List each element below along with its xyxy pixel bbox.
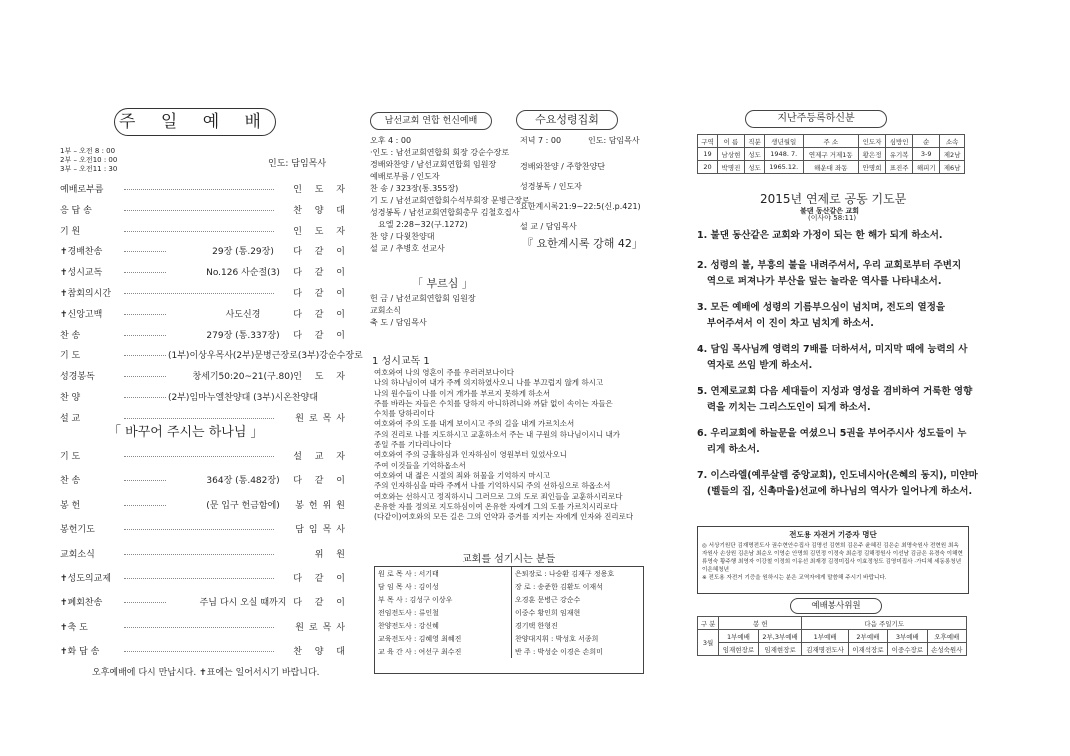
staff-row	[375, 606, 617, 619]
order-person: 담임목사	[295, 525, 350, 536]
program-line: ·인도 : 남선교회연합회 회장 강순수장로	[370, 148, 510, 157]
wednesday-time: 저녁 7 : 00	[520, 136, 562, 145]
staff-cell: 찬양전도사 : 강신혜	[375, 619, 512, 632]
wednesday-sermon: 『 요한계시록 강해 42」	[522, 237, 643, 250]
reg-header-cell: 생년월일	[764, 135, 803, 148]
reg-cell: 유기복	[886, 148, 913, 161]
order-item: 279장 (통.337장)	[206, 330, 280, 341]
order-row	[60, 473, 350, 487]
mens-mission-program-2	[370, 293, 476, 329]
program-line: 교회소식	[370, 306, 401, 315]
reg-cell: 19	[698, 148, 718, 161]
dots	[124, 651, 274, 652]
order-person: 다 같 이	[293, 289, 350, 299]
order-row	[60, 620, 350, 634]
reg-cell: 1965.12.	[764, 161, 803, 174]
order-person: 다 같 이	[293, 330, 350, 341]
dots	[124, 293, 274, 294]
prayer-list	[697, 228, 978, 510]
reg-header-cell: 직분	[745, 135, 765, 148]
sermon-title: 「 바꾸어 주시는 하나님 」	[108, 425, 264, 440]
donor-note: ※ 전도용 자전거 기증을 원하시는 분은 교역자에게 말씀해 주시기 바랍니다.	[702, 575, 887, 581]
order-person: 다 같 이	[293, 309, 350, 320]
order-label: 기 원	[60, 226, 81, 237]
dots	[124, 505, 166, 506]
program-line: 오후 4 : 00	[370, 136, 412, 145]
order-row	[60, 244, 350, 258]
wed-line: 요한계시록21:9~22:5(신.p.421)	[520, 202, 641, 211]
order-label: ✝성시교독	[60, 268, 103, 279]
reg-header-cell: 인도자	[859, 135, 886, 148]
order-item: 창세기50:20~21(구.80)	[192, 372, 294, 383]
reg-cell: 제2남	[940, 148, 965, 161]
dots	[124, 231, 274, 232]
order-person: 다 같 이	[293, 574, 350, 584]
order-label: 교회소식	[60, 549, 95, 560]
responsive-reading	[374, 368, 633, 522]
prayer-item: 2. 성령의 불, 부흥의 불을 내려주셔서, 우리 교회로부터 주변지 역으로 퍼져나가 부산을 덮는 놀라운 역사를 나타내소서.	[697, 260, 962, 287]
wed-line: 설 교 / 담임목사	[520, 222, 577, 231]
order-person: 위 원	[314, 549, 350, 560]
duty-sub: 2부예배	[848, 630, 887, 643]
duty-sub: 오후예배	[927, 630, 966, 643]
reading-line: 나의 하나님이여 내가 주께 의지하였사오니 나를 부끄럽지 않게 하시고	[374, 378, 604, 388]
reg-cell: 황은정	[859, 148, 886, 161]
reg-header-cell: 순	[913, 135, 940, 148]
prayer-item: 6. 우리교회에 하늘문을 여셨으니 5권을 부어주시사 성도들이 누 리게 하소서.	[697, 428, 967, 455]
prayer-item: 5. 연제로교회 다음 세대들이 지성과 영성을 겸비하여 거룩한 영향 력을 끼치는 그리스도인이 되게 하소서.	[697, 386, 973, 413]
order-row	[60, 390, 350, 404]
service-time-1: 1부 – 오전 8 : 00	[60, 147, 116, 155]
order-label: 기 도	[60, 351, 81, 362]
order-label: 성경봉독	[60, 372, 95, 383]
staff-row	[375, 567, 617, 580]
reg-header-cell: 구역	[698, 135, 718, 148]
mens-mission-program	[370, 135, 530, 255]
staff-cell: 원 로 목 사 : 서기태	[375, 567, 512, 580]
duty-sub: 1부예배	[719, 630, 758, 643]
reg-cell: 20	[698, 161, 718, 174]
prayer-item: 3. 모든 예배에 성령의 기름부으심이 넘치며, 전도의 열정을 부어주셔서 이 진이 차고 넘치게 하소서.	[697, 302, 946, 329]
order-row	[60, 307, 350, 321]
duty-col-head: 봉 헌	[719, 617, 802, 630]
order-label: ✝신앙고백	[60, 309, 103, 320]
duty-val: 김재명전도사	[802, 643, 848, 656]
reading-line: 주를 바라는 자들은 수치를 당하지 아니하려니와 까닭 없이 속이는 자들은	[374, 398, 613, 408]
donor-box	[697, 526, 969, 594]
reg-cell: 연제구 거제1동	[803, 148, 859, 161]
dots	[124, 418, 274, 419]
order-item: No.126 사순절(3)	[206, 268, 280, 279]
staff-cell: 반 주 : 박성순 이경은 손희미	[515, 647, 603, 656]
order-label: ✝경배찬송	[60, 247, 103, 258]
order-person: 찬 양 대	[293, 647, 350, 658]
order-label: 설 교	[60, 413, 81, 424]
order-item: 29장 (통.29장)	[212, 247, 274, 258]
new-members-title: 지난주등록하신분	[745, 110, 887, 128]
footer-note: 오후예배에 다시 만납시다. ✝표에는 일어서시기 바랍니다.	[92, 668, 320, 678]
duty-val: 이중수장로	[888, 643, 927, 656]
staff-row	[375, 645, 617, 658]
program-line: 성경봉독 / 남선교회연합회총무 김철호집사	[370, 208, 520, 217]
reg-cell: 성도	[745, 148, 765, 161]
order-label: ✝성도의교제	[60, 574, 112, 584]
order-row	[60, 595, 350, 609]
prayer-item: 7. 이스라엘(예루살렘 중앙교회), 인도네시아(은혜의 동지), 미얀마 (벨들의 집, 신촉마을)선교에 하나님의 역사가 일어나게 하소서.	[697, 470, 978, 497]
reading-line: 수치를 당하리이다	[374, 409, 435, 419]
order-label: 기 도	[60, 452, 81, 462]
program-line: 기 도 / 남선교회연합회수석부회장 문병근장로	[370, 196, 530, 205]
duty-val: 임재현장로	[758, 643, 802, 656]
staff-cell: 장 로 : 송준한 김환도 이재석	[515, 582, 603, 591]
reg-header-cell: 주 소	[803, 135, 859, 148]
order-item: 주님 다시 오실 때까지	[199, 598, 287, 609]
prayer-item: 4. 담임 목사님께 영력의 7배를 더하셔서, 미지막 때에 능력의 사 역자로 쓰임 받게 하소서.	[697, 344, 968, 371]
prayer-item: 1. 불댄 동산같은 교회와 가정이 되는 한 해가 되게 하소서.	[697, 230, 943, 241]
duty-col-head: 다음 주일기도	[802, 617, 967, 630]
reg-row	[698, 148, 965, 161]
staff-cell: 교육전도사 : 김혜영 최혜진	[375, 632, 512, 645]
order-label: 봉 헌	[60, 500, 81, 511]
duty-table	[697, 616, 967, 656]
dots	[124, 335, 166, 336]
reading-line: (다같이)여호와의 모든 길은 그의 언약과 증거를 지키는 자에게 인자와 진리로다	[374, 512, 634, 522]
order-row	[60, 224, 350, 238]
order-label: 찬 송	[60, 476, 81, 487]
prayer-reference: (이사야 58:11)	[808, 214, 857, 222]
reading-line: 여호와여 주의 긍휼하심과 인자하심이 영원부터 있었사오니	[374, 450, 568, 460]
duty-val: 손성숙원사	[927, 643, 966, 656]
reading-line: 나의 원수들이 나를 이겨 개가를 부르지 못하게 하소서	[374, 388, 551, 398]
order-person: 다 같 이	[293, 598, 350, 609]
wed-line: 경배와찬양 / 주향찬양단	[520, 162, 606, 171]
reg-cell: 해피기	[913, 161, 940, 174]
dots	[124, 397, 166, 398]
order-label: 찬 송	[60, 330, 81, 341]
order-person: 다 같 이	[293, 247, 350, 258]
mens-mission-title: 남선교회 연합 헌신예배	[370, 112, 492, 130]
order-person: 인 도 자	[293, 185, 350, 195]
staff-cell: 찬양대지휘 : 박성호 서종희	[515, 634, 599, 643]
order-row	[60, 449, 350, 463]
dots	[124, 456, 274, 457]
reg-cell: 성도	[745, 161, 765, 174]
duty-val: 이재석장로	[848, 643, 887, 656]
order-person: 인 도 자	[293, 226, 350, 237]
wednesday-program	[520, 157, 641, 237]
main-service-title: 주 일 예 배	[114, 108, 276, 136]
staff-cell: 경기택 한형진	[515, 621, 558, 630]
duty-title: 예배봉사위원	[790, 598, 882, 614]
dots	[124, 355, 166, 356]
duty-sub: 3부예배	[888, 630, 927, 643]
duty-col-head: 구 분	[698, 617, 719, 630]
dots	[124, 602, 166, 603]
duty-sub: 2부,3부예배	[758, 630, 802, 643]
duty-val: 임재현장로	[719, 643, 758, 656]
order-person: 다 같 이	[293, 268, 350, 279]
staff-row	[375, 632, 617, 645]
reading-line: 온유한 자를 정의로 지도하심이여 온유한 자에게 그의 도를 가르치시리로다	[374, 501, 618, 511]
staff-cell: 교 육 간 사 : 여선구 최수진	[375, 645, 512, 658]
prayer-subtitle: 불댄 동산같은 교회	[800, 207, 859, 215]
order-row	[60, 265, 350, 279]
reading-line: 여호와여 내 젊은 시절의 죄와 허물을 기억하지 마시고	[374, 470, 551, 480]
reg-cell: 1948. 7.	[764, 148, 803, 161]
order-row	[60, 182, 350, 196]
order-row	[60, 547, 350, 561]
order-row	[60, 348, 363, 362]
wednesday-leader: 인도: 담임목사	[588, 136, 640, 145]
order-row	[60, 498, 350, 512]
staff-title: 교회를 섬기시는 분들	[462, 554, 556, 565]
order-label: ✝참회의시간	[60, 289, 112, 299]
order-person: 설 교 자	[293, 452, 350, 462]
program-line: 축 도 / 담임목사	[370, 318, 427, 327]
prayer-title: 2015년 연제로 공동 기도문	[760, 192, 907, 206]
reg-cell: 표진주	[886, 161, 913, 174]
reading-line: 주의 진리로 나를 지도하시고 교훈하소서 주는 내 구원의 하나님이시니 내가	[374, 429, 621, 439]
program-line: 경배와찬양 / 남선교회연합회 임원장	[370, 160, 497, 169]
program-line: 요엘 2:28~32(구.1272)	[378, 220, 468, 229]
order-row	[60, 522, 350, 536]
donor-list: ◎ 서상기원단 김재명전도사 권수현안수집사 김명선 김현희 김은주 윤혜진 김은순 최명숙원사 전현원 최옥자원사 손상원 김은남 최순오 이영순 안명희 김민정 이정숙 최순정 김해정원사 이선남 김금은 유경숙 이해현 류영숙 황주행 최영자 이강철 이정희 이유선 최재경 김정미집사 이효정청도 김영미집사 ·가디체 세동롱청년 이은혜청년	[702, 543, 963, 573]
program-line: 찬 양 / 다윗찬양대	[370, 232, 435, 241]
duty-month: 3월	[698, 630, 719, 656]
reg-cell: 안명희	[859, 161, 886, 174]
order-row	[60, 286, 350, 300]
dots	[124, 529, 274, 530]
order-person: 봉헌위원	[295, 500, 350, 511]
service-times	[60, 147, 117, 174]
reading-line: 주의 인자하심을 따라 주께서 나를 기억하시되 주의 선하심으로 하옵소서	[374, 481, 611, 491]
order-item: 364장 (통.482장)	[206, 476, 280, 487]
order-label: 봉헌기도	[60, 525, 95, 536]
wed-line: 성경봉독 / 인도자	[520, 182, 582, 191]
staff-row	[375, 580, 617, 593]
reading-line: 여호와여 주의 도를 내게 보이시고 주의 길을 내게 가르치소서	[374, 419, 575, 429]
dots	[124, 189, 274, 190]
dots	[124, 210, 274, 211]
dots	[124, 554, 274, 555]
program-line: 예배로부름 / 인도자	[370, 172, 440, 181]
staff-cell: 전임전도사 : 류인철	[375, 606, 512, 619]
reg-header-cell: 이 름	[717, 135, 744, 148]
order-person: 원로목사	[295, 413, 350, 424]
order-label: ✝폐회찬송	[60, 598, 103, 609]
donor-title: 전도용 자전거 기증자 명단	[789, 530, 877, 539]
order-label: 찬 양	[60, 393, 81, 403]
service-time-2: 2부 – 오전10 : 00	[60, 156, 118, 164]
program-line: 찬 송 / 323장(통.355장)	[370, 184, 459, 193]
staff-cell: 담 임 목 사 : 김이성	[375, 580, 512, 593]
order-person: 원로목사	[295, 622, 350, 633]
service-time-3: 3부 – 오전11 : 30	[60, 165, 118, 173]
order-label: ✝축 도	[60, 622, 88, 633]
staff-cell: 이중수 황인희 임재현	[515, 608, 581, 617]
dots	[124, 578, 274, 579]
dots	[124, 627, 274, 628]
staff-cell: 부 목 사 : 김성구 이상우	[375, 593, 512, 606]
staff-table	[375, 567, 617, 658]
order-person: 인 도 자	[293, 372, 350, 383]
staff-box	[374, 566, 644, 674]
order-item: 사도신경	[225, 309, 261, 320]
new-members-table	[697, 134, 965, 174]
reg-cell: 박명진	[717, 161, 744, 174]
program-line: 헌 금 / 남선교회연합회 임원장	[370, 294, 476, 303]
reg-header-cell: 심방인	[886, 135, 913, 148]
dots	[124, 314, 166, 315]
reg-header-cell: 소속	[940, 135, 965, 148]
order-person: 다 같 이	[293, 476, 350, 487]
reg-cell: 제6남	[940, 161, 965, 174]
order-row	[60, 328, 350, 342]
reading-title: 1 성시교독 1	[372, 356, 430, 367]
order-row	[60, 369, 350, 383]
reg-cell: 해운대 좌동	[803, 161, 859, 174]
order-item: (1부)이상우목사(2부)문병근장로(3부)강순수장로	[168, 351, 363, 362]
reg-row	[698, 161, 965, 174]
order-row	[60, 571, 350, 585]
reading-line: 주여 이것들을 기억하옵소서	[374, 460, 466, 470]
staff-row	[375, 619, 617, 632]
reading-line: 여호와여 나의 영혼이 주를 우러러보나이다	[374, 368, 514, 377]
duty-sub: 1부예배	[802, 630, 848, 643]
reading-line: 종일 주를 기다리나이다	[374, 440, 452, 450]
order-person: 찬 양 대	[293, 205, 350, 216]
dots	[124, 251, 166, 252]
order-label: ✝화 답 송	[60, 647, 100, 658]
wednesday-service-title: 수요성령집회	[516, 110, 618, 130]
order-row	[60, 203, 350, 217]
order-item: (문 입구 헌금함에)	[206, 500, 280, 511]
order-label: 예배로부름	[60, 185, 104, 195]
service-leader: 인도: 담임목사	[268, 159, 327, 169]
reg-cell: 남상현	[717, 148, 744, 161]
program-line: 설 교 / 추병호 선교사	[370, 244, 445, 253]
reading-line: 여호와는 선하시고 정직하시니 그러므로 그의 도로 죄인들을 교훈하시리로다	[374, 491, 623, 501]
staff-row	[375, 593, 617, 606]
order-row	[60, 644, 350, 658]
staff-cell: 오경훈 문병근 강순수	[515, 595, 581, 604]
order-item: (2부)임마누엘찬양대 (3부)시온찬양대	[168, 393, 319, 403]
reg-cell: 3-9	[913, 148, 940, 161]
bureusim-title: 「 부르심 」	[412, 277, 473, 290]
dots	[124, 480, 166, 481]
staff-cell: 은퇴장로 : 나승환 김재구 정용호	[515, 569, 615, 578]
order-label: 응 답 송	[60, 205, 92, 216]
dots	[124, 272, 166, 273]
dots	[124, 376, 166, 377]
